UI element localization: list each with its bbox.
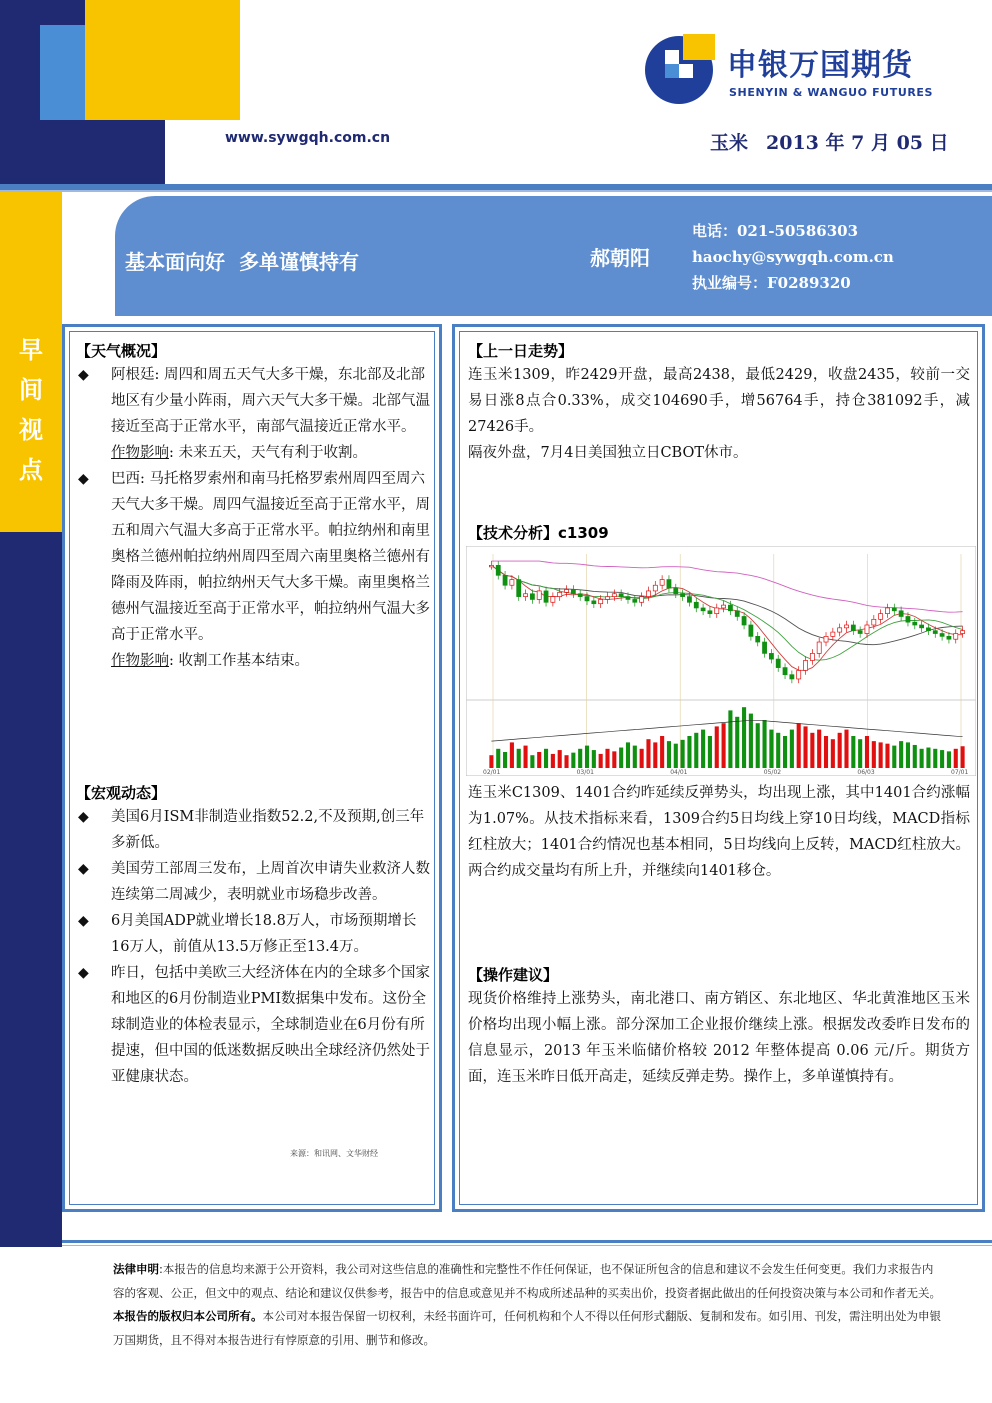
volume-bar — [715, 726, 719, 768]
crop-effect-label: 作物影响 — [111, 653, 169, 669]
company-logo-en: SHENYIN & WANGUO FUTURES — [729, 86, 934, 99]
report-title-part2: 多单谨慎持有 — [239, 250, 359, 274]
weather-heading: 【天气概况】 — [76, 342, 167, 360]
header-divider-thin — [0, 190, 992, 192]
candle-body — [496, 565, 500, 575]
copyright-statement — [113, 1305, 943, 1352]
candle-body — [708, 611, 712, 614]
volume-bar — [892, 746, 896, 768]
diamond-bullet-icon: ◆ — [78, 913, 89, 929]
report-date: 2013 年 7 月 05 日 — [766, 132, 949, 154]
candle-body — [687, 597, 691, 603]
candle-body — [489, 565, 493, 567]
candle-body — [681, 594, 685, 597]
volume-bar — [551, 754, 555, 768]
volume-bar — [633, 746, 637, 768]
candle-body — [524, 594, 528, 597]
candle-body — [660, 580, 664, 586]
volume-bar — [844, 730, 848, 768]
candle-body — [517, 580, 521, 597]
volume-bar — [735, 717, 739, 768]
price-chart — [466, 546, 976, 776]
header-decoration-navy-lower — [0, 120, 40, 185]
volume-bar — [783, 736, 787, 768]
volume-bar — [947, 751, 951, 768]
candle-body — [653, 585, 657, 591]
volume-bar — [571, 753, 575, 768]
macro-source: 来源：和讯网、文华财经 — [290, 1149, 378, 1158]
candle-body — [735, 611, 739, 617]
volume-bar — [940, 750, 944, 768]
candle-body — [797, 670, 801, 679]
author-license: 执业编号：F0289320 — [692, 274, 851, 292]
volume-bar — [558, 750, 562, 768]
candle-body — [742, 616, 746, 625]
volume-bar — [885, 744, 889, 768]
volume-bar — [920, 749, 924, 768]
company-logo — [643, 32, 943, 107]
candle-body — [612, 594, 616, 597]
volume-bar — [592, 750, 596, 768]
volume-bar — [763, 720, 767, 768]
volume-bar — [544, 749, 548, 768]
list-item — [76, 362, 430, 466]
volume-bar — [926, 748, 930, 768]
diamond-bullet-icon: ◆ — [78, 809, 89, 825]
volume-bar — [517, 749, 521, 768]
volume-bar — [817, 730, 821, 768]
chart-tick-label: 06/03 — [857, 769, 875, 776]
diamond-bullet-icon: ◆ — [78, 367, 89, 383]
volume-bar — [858, 739, 862, 768]
candle-body — [790, 675, 794, 679]
candle-body — [749, 625, 753, 636]
volume-bar — [524, 746, 528, 768]
prev-day-heading: 【上一日走势】 — [468, 342, 574, 360]
candle-body — [776, 659, 780, 668]
volume-bar — [851, 736, 855, 768]
volume-bar — [838, 733, 842, 768]
crop-effect-label: 作物影响 — [111, 445, 169, 461]
company-logo-mark-icon — [643, 34, 715, 106]
candle-body — [564, 590, 568, 593]
website-link[interactable]: www.sywgqh.com.cn — [225, 130, 391, 146]
volume-bar — [694, 733, 698, 768]
sidebar-title-char: 视 — [19, 416, 43, 444]
legal-label: 法律申明 — [113, 1262, 159, 1276]
candle-body — [694, 602, 698, 608]
author-phone: 电话：021-50586303 — [692, 222, 859, 240]
diamond-bullet-icon: ◆ — [78, 471, 89, 487]
volume-bar — [769, 730, 773, 768]
report-title — [125, 246, 359, 275]
overnight-text: 隔夜外盘，7月4日美国独立日CBOT休市。 — [468, 445, 748, 461]
candle-body — [571, 590, 575, 594]
candle-body — [961, 631, 965, 634]
volume-bar — [489, 755, 493, 768]
candle-body — [872, 619, 876, 625]
crop-effect — [111, 648, 430, 674]
volume-bar — [790, 730, 794, 768]
macro-heading: 【宏观动态】 — [76, 784, 167, 802]
volume-bar — [578, 749, 582, 768]
macro-list — [76, 804, 430, 1090]
list-item — [76, 466, 430, 674]
candle-body — [879, 614, 883, 620]
header-decoration-yellow — [85, 0, 240, 120]
volume-bar — [879, 742, 883, 768]
volume-bar — [810, 733, 814, 768]
candle-body — [503, 575, 507, 585]
list-item — [76, 908, 430, 960]
weather-item-text: 巴西: 马托格罗索州和南马托格罗索州周四至周六天气大多干燥。周四气温接近至高于正常水平，周五和周六气温大多高于正常水平。帕拉纳州和南里奥格兰德州帕拉纳州周四至周六南里奥格兰德州有降雨及阵雨，帕拉纳州天气大多干燥。南里奥格兰德州气温接近至高于正常水平，帕拉纳州气温大多高于正常水平。 — [111, 471, 430, 643]
crop-effect-text: : 未来五天，天气有利于收割。 — [169, 445, 367, 461]
sidebar-title-char: 早 — [19, 336, 43, 364]
volume-bar — [646, 739, 650, 768]
volume-bar — [961, 746, 965, 768]
volume-bar — [701, 730, 705, 768]
legal-statement — [113, 1258, 943, 1305]
candle-body — [537, 591, 541, 600]
legal-text: :本报告的信息均来源于公开资料，我公司对这些信息的准确性和完整性不作任何保证，也不保证所包含的信息和建议不会发生任何变更。我们力求报告内容的客观、公正，但文中的观点、结论和建议仅供参考，报告中的信息或意见并不构成所述品种的买卖出价，投资者据此做出的任何投资决策与本公司和作者无关。 — [113, 1262, 941, 1300]
weather-list — [76, 362, 430, 674]
macro-item-text: 美国6月ISM非制造业指数52.2,不及预期,创三年多新低。 — [111, 809, 425, 851]
candle-body — [646, 591, 650, 597]
prev-day-text: 连玉米1309，昨2429开盘，最高2438，最低2429，收盘2435，较前一交易日涨8点合0.33%，成交104690手，增56764手，持仓381092手，减27426手。 — [468, 367, 970, 435]
company-logo-cn: 申银万国期货 — [727, 48, 913, 83]
candle-body — [885, 608, 889, 614]
volume-bar — [749, 714, 753, 768]
list-item — [76, 804, 430, 856]
candle-body — [599, 599, 603, 603]
candle-body — [817, 642, 821, 653]
candle-body — [558, 592, 562, 596]
sidebar-title — [14, 330, 48, 490]
macro-item-text: 美国劳工部周三发布，上周首次申请失业救济人数连续第二周减少，表明就业市场稳步改善。 — [111, 861, 430, 903]
candle-body — [913, 622, 917, 625]
diamond-bullet-icon: ◆ — [78, 965, 89, 981]
volume-bar — [728, 710, 732, 768]
volume-bar — [742, 707, 746, 768]
volume-bar — [599, 754, 603, 768]
volume-bar — [803, 726, 807, 768]
chart-tick-label: 04/01 — [670, 769, 688, 776]
candle-body — [640, 597, 644, 603]
candle-body — [728, 605, 732, 611]
chart-tick-label: 03/01 — [576, 769, 594, 776]
volume-bar — [776, 733, 780, 768]
volume-bar — [612, 751, 616, 768]
crop-effect — [111, 440, 430, 466]
candle-body — [838, 628, 842, 632]
candle-body — [756, 636, 760, 642]
volume-bar — [564, 755, 568, 768]
technical-text: 连玉米C1309、1401合约昨延续反弹势头，均出现上涨，其中1401合约涨幅为1.07%。从技术指标来看，1309合约5日均线上穿10日均线，MACD指标红柱放大；1401合约情况也基本相同，5日均线向上反转，MACD红柱放大。两合约成交量均有所上升，并继续向1401移仓。 — [468, 785, 970, 879]
disclaimer — [113, 1258, 943, 1352]
macro-item-text: 6月美国ADP就业增长18.8万人，市场预期增长16万人，前值从13.5万修正至13.4万。 — [111, 913, 417, 955]
candle-body — [783, 668, 787, 675]
volume-bar — [906, 742, 910, 768]
report-title-part1: 基本面向好 — [125, 250, 225, 274]
candle-body — [803, 661, 807, 671]
candle-body — [578, 594, 582, 597]
chart-tick-label: 02/01 — [483, 769, 501, 776]
volume-bar — [667, 741, 671, 768]
weather-item-text: 阿根廷: 周四和周五天气大多干燥，东北部及北部地区有少量小阵雨，周六天气大多干燥。北部气温接近至高于正常水平，南部气温接近正常水平。 — [111, 367, 430, 435]
candle-body — [544, 591, 548, 602]
volume-bar — [640, 749, 644, 768]
volume-bar — [660, 736, 664, 768]
candle-body — [920, 625, 924, 628]
candle-body — [947, 636, 951, 639]
candle-body — [626, 597, 630, 600]
candle-body — [530, 594, 534, 600]
volume-bar — [865, 736, 869, 768]
macro-item-text: 昨日，包括中美欧三大经济体在内的全球多个国家和地区的6月份制造业PMI数据集中发布。这份全球制造业的体检表显示，全球制造业在6月份有所提速，但中国的低迷数据反映出全球经济仍然处于亚健康状态。 — [111, 965, 430, 1085]
candle-body — [940, 634, 944, 637]
candle-body — [926, 628, 930, 631]
chart-tick-label: 05/02 — [763, 769, 782, 776]
candle-body — [906, 616, 910, 622]
report-date-line — [710, 128, 949, 155]
volume-bar — [899, 741, 903, 768]
author-name: 郝朝阳 — [590, 246, 650, 270]
candle-body — [510, 580, 514, 586]
volume-bar — [797, 723, 801, 768]
candle-body — [892, 608, 896, 611]
volume-bar — [530, 755, 534, 768]
candle-body — [844, 625, 848, 628]
footer-divider — [62, 1240, 992, 1243]
chart-tick-label: 07/01 — [951, 769, 969, 776]
volume-bar — [674, 744, 678, 768]
volume-bar — [913, 745, 917, 768]
candle-body — [551, 597, 555, 603]
candle-body — [763, 642, 767, 653]
author-email[interactable]: haochy@sywgqh.com.cn — [692, 248, 894, 266]
copyright-label: 本报告的版权归本公司所有。 — [113, 1309, 263, 1323]
volume-bar — [824, 736, 828, 768]
candle-body — [585, 597, 589, 601]
candle-body — [633, 599, 637, 602]
advice-heading: 【操作建议】 — [468, 966, 559, 984]
footer-divider-thin — [62, 1245, 992, 1246]
candle-body — [810, 653, 814, 660]
copyright-text: 本公司对本报告保留一切权利，未经书面许可，任何机构和个人不得以任何形式翻版、复制和发布。如引用、刊发，需注明出处为申银万国期货，且不得对本报告进行有悖原意的引用、删节和修改。 — [113, 1309, 941, 1347]
candle-body — [674, 588, 678, 594]
volume-bar — [687, 736, 691, 768]
volume-bar — [653, 742, 657, 768]
commodity-label: 玉米 — [710, 132, 749, 154]
diamond-bullet-icon: ◆ — [78, 861, 89, 877]
author-contact — [692, 218, 894, 296]
volume-bar — [954, 749, 958, 768]
volume-bar — [496, 749, 500, 768]
volume-bar — [619, 748, 623, 768]
list-item — [76, 960, 430, 1090]
volume-bar — [756, 723, 760, 768]
candle-body — [865, 625, 869, 634]
crop-effect-text: : 收割工作基本结束。 — [169, 653, 309, 669]
candle-body — [769, 653, 773, 659]
volume-bar — [537, 752, 541, 768]
list-item — [76, 856, 430, 908]
candle-body — [831, 632, 835, 636]
volume-bar — [722, 723, 726, 768]
candle-body — [899, 611, 903, 617]
volume-bar — [933, 749, 937, 768]
volume-bar — [510, 742, 514, 768]
technical-heading: 【技术分析】c1309 — [468, 524, 609, 542]
volume-bar — [872, 741, 876, 768]
candle-body — [701, 608, 705, 611]
candle-body — [592, 601, 596, 604]
candle-body — [851, 625, 855, 631]
volume-bar — [708, 736, 712, 768]
candle-body — [824, 636, 828, 642]
candle-body — [858, 631, 862, 634]
candle-body — [667, 580, 671, 589]
candle-body — [619, 594, 623, 597]
sidebar-navy — [0, 532, 62, 1247]
volume-bar — [626, 742, 630, 768]
volume-bar — [585, 746, 589, 768]
volume-bar — [681, 740, 685, 768]
sidebar-title-char: 点 — [19, 456, 43, 484]
candle-body — [605, 597, 609, 600]
advice-text: 现货价格维持上涨势头，南北港口、南方销区、东北地区、华北黄淮地区玉米价格均出现小幅上涨。部分深加工企业报价继续上涨。根据发改委昨日发布的信息显示，2013 年玉米临储价格较 2012 年整体提高 0.06 元/斤。期货方面，连玉米昨日低开高走，延续反弹走势。操作上，多单谨慎持有。 — [468, 991, 970, 1085]
volume-bar — [605, 749, 609, 768]
candle-body — [715, 608, 719, 614]
candle-body — [954, 634, 958, 640]
candle-body — [933, 631, 937, 634]
sidebar-title-char: 间 — [19, 376, 43, 404]
volume-bar — [503, 752, 507, 768]
candle-body — [722, 605, 726, 608]
volume-bar — [831, 739, 835, 768]
